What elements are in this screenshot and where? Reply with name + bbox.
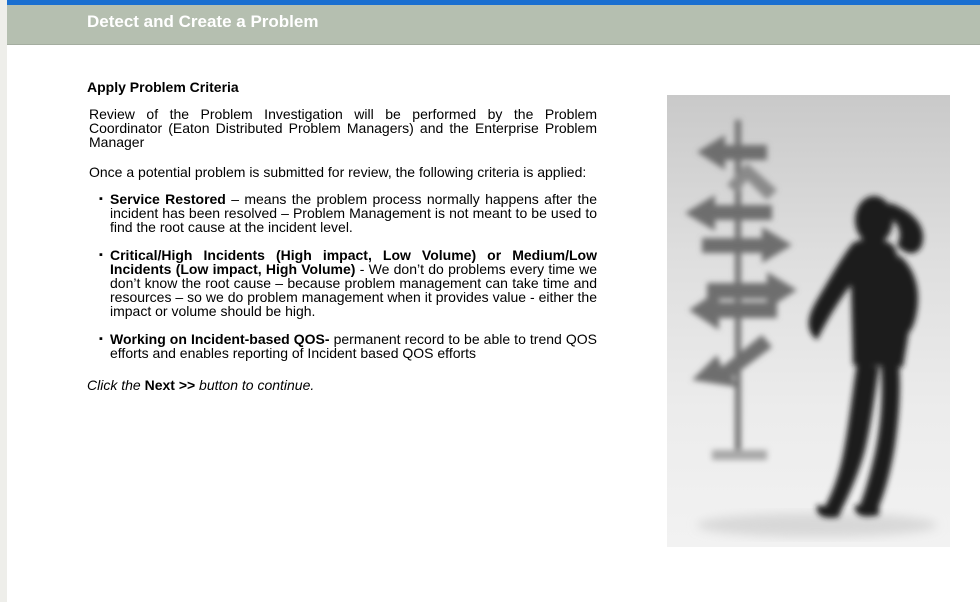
continue-instruction bbox=[87, 378, 597, 392]
list-item bbox=[87, 192, 597, 234]
intro-paragraph: Review of the Problem Investigation will be performed by the Problem Coordinator (Eaton Distributed Problem Managers) and the Enterprise Problem Manager bbox=[89, 106, 597, 150]
criteria-text: permanent record to be able to trend QOS efforts and enables reporting of Incident based QOS efforts bbox=[110, 331, 597, 361]
bullet-icon: ▪ bbox=[99, 249, 103, 261]
section-heading: Apply Problem Criteria bbox=[87, 79, 239, 95]
bullet-icon: ▪ bbox=[99, 193, 103, 205]
bullet-icon: ▪ bbox=[99, 333, 103, 345]
criteria-text: - We don’t do problems every time we don’t know the root cause – because problem management can take time and resources – so we do problem management when it provides value - either the impact or volume should be high. bbox=[110, 261, 597, 319]
signpost-illustration bbox=[667, 95, 950, 547]
continue-prefix: Click the bbox=[87, 377, 145, 393]
criteria-lead: Once a potential problem is submitted for review, the following criteria is applied: bbox=[89, 164, 587, 180]
criteria-term: Critical/High Incidents (High impact, Low Volume) or Medium/Low Incidents (Low impact, High Volume) bbox=[110, 247, 597, 277]
page-title: Detect and Create a Problem bbox=[87, 12, 319, 31]
criteria-term: Service Restored bbox=[110, 191, 226, 207]
page-header bbox=[7, 5, 980, 45]
man-at-signpost-photo bbox=[667, 95, 950, 547]
list-item bbox=[87, 248, 597, 318]
criteria-list bbox=[87, 192, 597, 360]
next-button-reference: Next >> bbox=[144, 377, 196, 393]
criteria-text: – means the problem process normally happens after the incident has been resolved – Problem Management is not meant to be used to find the root cause at the incident level. bbox=[110, 191, 597, 235]
main-content bbox=[87, 80, 597, 392]
list-item bbox=[87, 332, 597, 360]
left-rail bbox=[0, 0, 7, 602]
continue-suffix: button to continue. bbox=[195, 377, 315, 393]
criteria-term: Working on Incident-based QOS- bbox=[110, 331, 330, 347]
